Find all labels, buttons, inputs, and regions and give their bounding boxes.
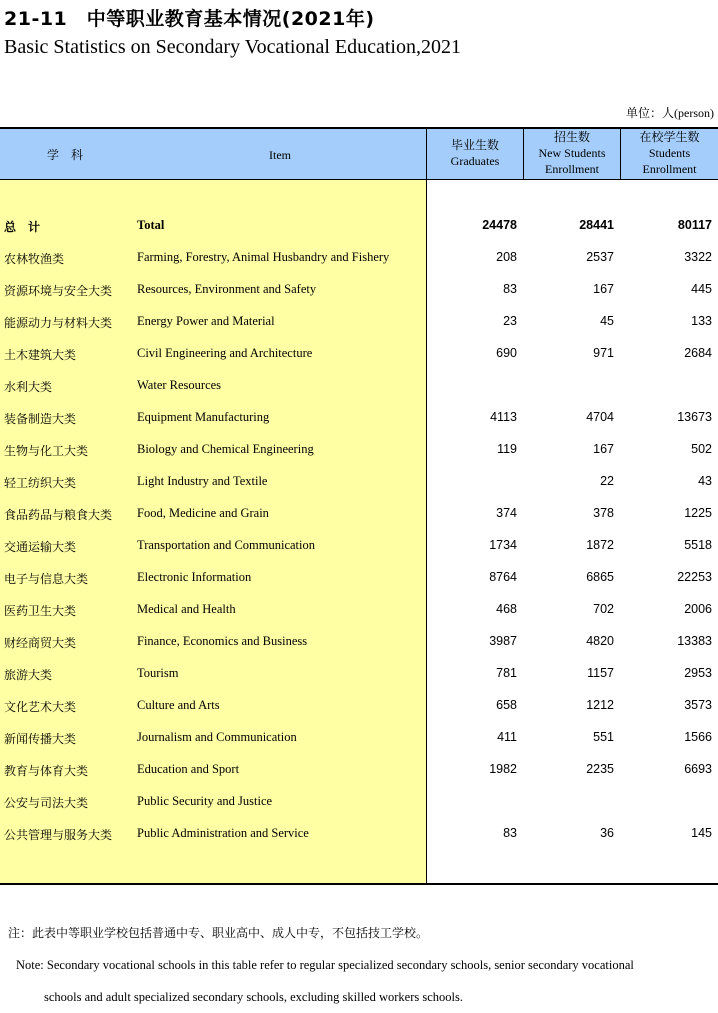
footnote-zh: 注：此表中等职业学校包括普通中专、职业高中、成人中专，不包括技工学校。 [8, 926, 429, 940]
table-row [0, 788, 718, 820]
row-subject-zh: 交通运输大类 [4, 540, 77, 554]
header-graduates-en: Graduates [450, 154, 500, 168]
row-graduates: 3987 [489, 634, 517, 648]
table-row [0, 532, 718, 564]
row-enrollment: 43 [698, 474, 712, 488]
row-enrollment: 133 [691, 314, 712, 328]
table-row [0, 820, 718, 852]
row-item-en: Finance, Economics and Business [137, 634, 308, 648]
row-item-en: Public Administration and Service [137, 826, 309, 840]
row-subject-zh: 教育与体育大类 [4, 764, 89, 778]
row-enrollment: 80117 [677, 218, 712, 232]
row-enrollment: 502 [691, 442, 712, 456]
row-item-en: Electronic Information [137, 570, 252, 584]
row-graduates: 1734 [489, 538, 517, 552]
row-subject-zh: 财经商贸大类 [4, 636, 77, 650]
row-item-en: Tourism [137, 666, 179, 680]
column-divider [523, 127, 524, 180]
table-row [0, 596, 718, 628]
row-item-en: Culture and Arts [137, 698, 220, 712]
header-new-students [524, 129, 620, 177]
table-row [0, 404, 718, 436]
row-subject-zh: 食品药品与粮食大类 [4, 508, 113, 522]
row-item-en: Biology and Chemical Engineering [137, 442, 314, 456]
row-new-students: 4704 [586, 410, 614, 424]
header-subject-zh: 学 科 [46, 148, 83, 162]
row-enrollment: 445 [691, 282, 712, 296]
column-divider [620, 127, 621, 180]
row-new-students: 702 [593, 602, 614, 616]
row-new-students: 1872 [586, 538, 614, 552]
row-enrollment: 1566 [684, 730, 712, 744]
row-item-en: Resources, Environment and Safety [137, 282, 317, 296]
table-bottom-rule [0, 883, 718, 885]
row-enrollment: 145 [691, 826, 712, 840]
row-subject-zh: 电子与信息大类 [4, 572, 89, 586]
row-enrollment: 2953 [684, 666, 712, 680]
row-item-en: Transportation and Communication [137, 538, 315, 552]
header-new-en1: New Students [538, 146, 606, 160]
row-item-en: Education and Sport [137, 762, 240, 776]
table-row [0, 436, 718, 468]
row-graduates: 781 [496, 666, 517, 680]
row-enrollment: 3573 [684, 698, 712, 712]
row-enrollment: 6693 [684, 762, 712, 776]
row-new-students: 2537 [586, 250, 614, 264]
row-new-students: 378 [593, 506, 614, 520]
row-item-en: Water Resources [137, 378, 222, 392]
row-enrollment: 13383 [677, 634, 712, 648]
unit-label: 单位：人(person) [626, 106, 714, 120]
row-item-en: Civil Engineering and Architecture [137, 346, 313, 360]
row-graduates: 374 [496, 506, 517, 520]
row-new-students: 1157 [587, 666, 614, 680]
row-new-students: 22 [600, 474, 614, 488]
row-subject-zh: 水利大类 [4, 380, 53, 394]
row-subject-zh: 农林牧渔类 [4, 252, 65, 266]
statistics-table [0, 127, 718, 884]
footnote-en-line1: Note: Secondary vocational schools in this table refer to regular specialized secondary schools, senior secondary vocational [16, 958, 634, 972]
row-item-en: Farming, Forestry, Animal Husbandry and Fishery [137, 250, 390, 264]
row-graduates: 658 [496, 698, 517, 712]
row-enrollment: 22253 [677, 570, 712, 584]
header-enrol-en1: Students [648, 146, 691, 160]
row-graduates: 468 [496, 602, 517, 616]
row-graduates: 690 [496, 346, 517, 360]
row-new-students: 1212 [586, 698, 614, 712]
row-subject-zh: 文化艺术大类 [4, 700, 77, 714]
row-subject-zh: 装备制造大类 [4, 412, 77, 426]
row-item-en: Journalism and Communication [137, 730, 297, 744]
row-new-students: 36 [600, 826, 614, 840]
row-graduates: 208 [496, 250, 517, 264]
header-graduates [427, 137, 523, 169]
row-new-students: 971 [593, 346, 614, 360]
row-enrollment: 2684 [684, 346, 712, 360]
row-item-en: Energy Power and Material [137, 314, 275, 328]
row-subject-zh: 生物与化工大类 [4, 444, 89, 458]
footnote-en-line2: schools and adult specialized secondary schools, excluding skilled workers schools. [44, 990, 464, 1004]
row-item-en: Equipment Manufacturing [137, 410, 270, 424]
row-subject-zh: 医药卫生大类 [4, 604, 77, 618]
table-row [0, 724, 718, 756]
header-enrollment [621, 129, 718, 177]
table-row [0, 372, 718, 404]
row-graduates: 1982 [489, 762, 517, 776]
row-subject-zh: 新闻传播大类 [4, 732, 77, 746]
table-row [0, 564, 718, 596]
row-graduates: 23 [503, 314, 517, 328]
table-row [0, 340, 718, 372]
row-subject-zh: 能源动力与材料大类 [4, 316, 113, 330]
page-title-zh: 21-11 中等职业教育基本情况(2021年) [4, 8, 375, 30]
table-row-total [0, 212, 718, 244]
row-subject-zh: 总 计 [4, 220, 41, 234]
table-header [0, 127, 718, 180]
row-graduates: 83 [503, 826, 517, 840]
row-subject-zh: 土木建筑大类 [4, 348, 77, 362]
row-graduates: 411 [497, 730, 517, 744]
row-subject-zh: 资源环境与安全大类 [4, 284, 113, 298]
row-new-students: 2235 [586, 762, 614, 776]
row-subject-zh: 公共管理与服务大类 [4, 828, 113, 842]
table-row [0, 628, 718, 660]
header-enrol-en2: Enrollment [642, 162, 697, 176]
header-divider [0, 179, 718, 180]
row-new-students: 6865 [586, 570, 614, 584]
row-enrollment: 3322 [684, 250, 712, 264]
table-row [0, 692, 718, 724]
table-row [0, 468, 718, 500]
row-item-en: Public Security and Justice [137, 794, 273, 808]
row-enrollment: 2006 [684, 602, 712, 616]
row-enrollment: 13673 [677, 410, 712, 424]
header-new-en2: Enrollment [545, 162, 599, 176]
header-new-zh: 招生数 [553, 130, 590, 144]
table-row [0, 276, 718, 308]
row-new-students: 45 [600, 314, 614, 328]
table-row [0, 500, 718, 532]
row-new-students: 551 [593, 730, 614, 744]
table-row [0, 660, 718, 692]
row-enrollment: 5518 [684, 538, 712, 552]
row-graduates: 119 [497, 442, 517, 456]
row-graduates: 8764 [489, 570, 517, 584]
row-item-en: Total [137, 218, 165, 232]
table-row [0, 308, 718, 340]
row-enrollment: 1225 [684, 506, 712, 520]
row-new-students: 28441 [579, 218, 614, 232]
header-graduates-zh: 毕业生数 [450, 138, 499, 152]
row-new-students: 167 [593, 442, 614, 456]
row-graduates: 83 [503, 282, 517, 296]
page-title-en: Basic Statistics on Secondary Vocational Education,2021 [4, 36, 461, 58]
row-new-students: 4820 [586, 634, 614, 648]
table-row [0, 244, 718, 276]
row-item-en: Food, Medicine and Grain [137, 506, 269, 520]
row-graduates: 4113 [490, 410, 517, 424]
row-item-en: Medical and Health [137, 602, 236, 616]
row-new-students: 167 [593, 282, 614, 296]
row-item-en: Light Industry and Textile [137, 474, 268, 488]
header-item-en: Item [269, 148, 291, 162]
row-subject-zh: 公安与司法大类 [4, 796, 89, 810]
row-graduates: 24478 [482, 218, 517, 232]
header-enrol-zh: 在校学生数 [639, 130, 700, 144]
table-row [0, 756, 718, 788]
row-subject-zh: 轻工纺织大类 [4, 476, 77, 490]
row-subject-zh: 旅游大类 [4, 668, 53, 682]
